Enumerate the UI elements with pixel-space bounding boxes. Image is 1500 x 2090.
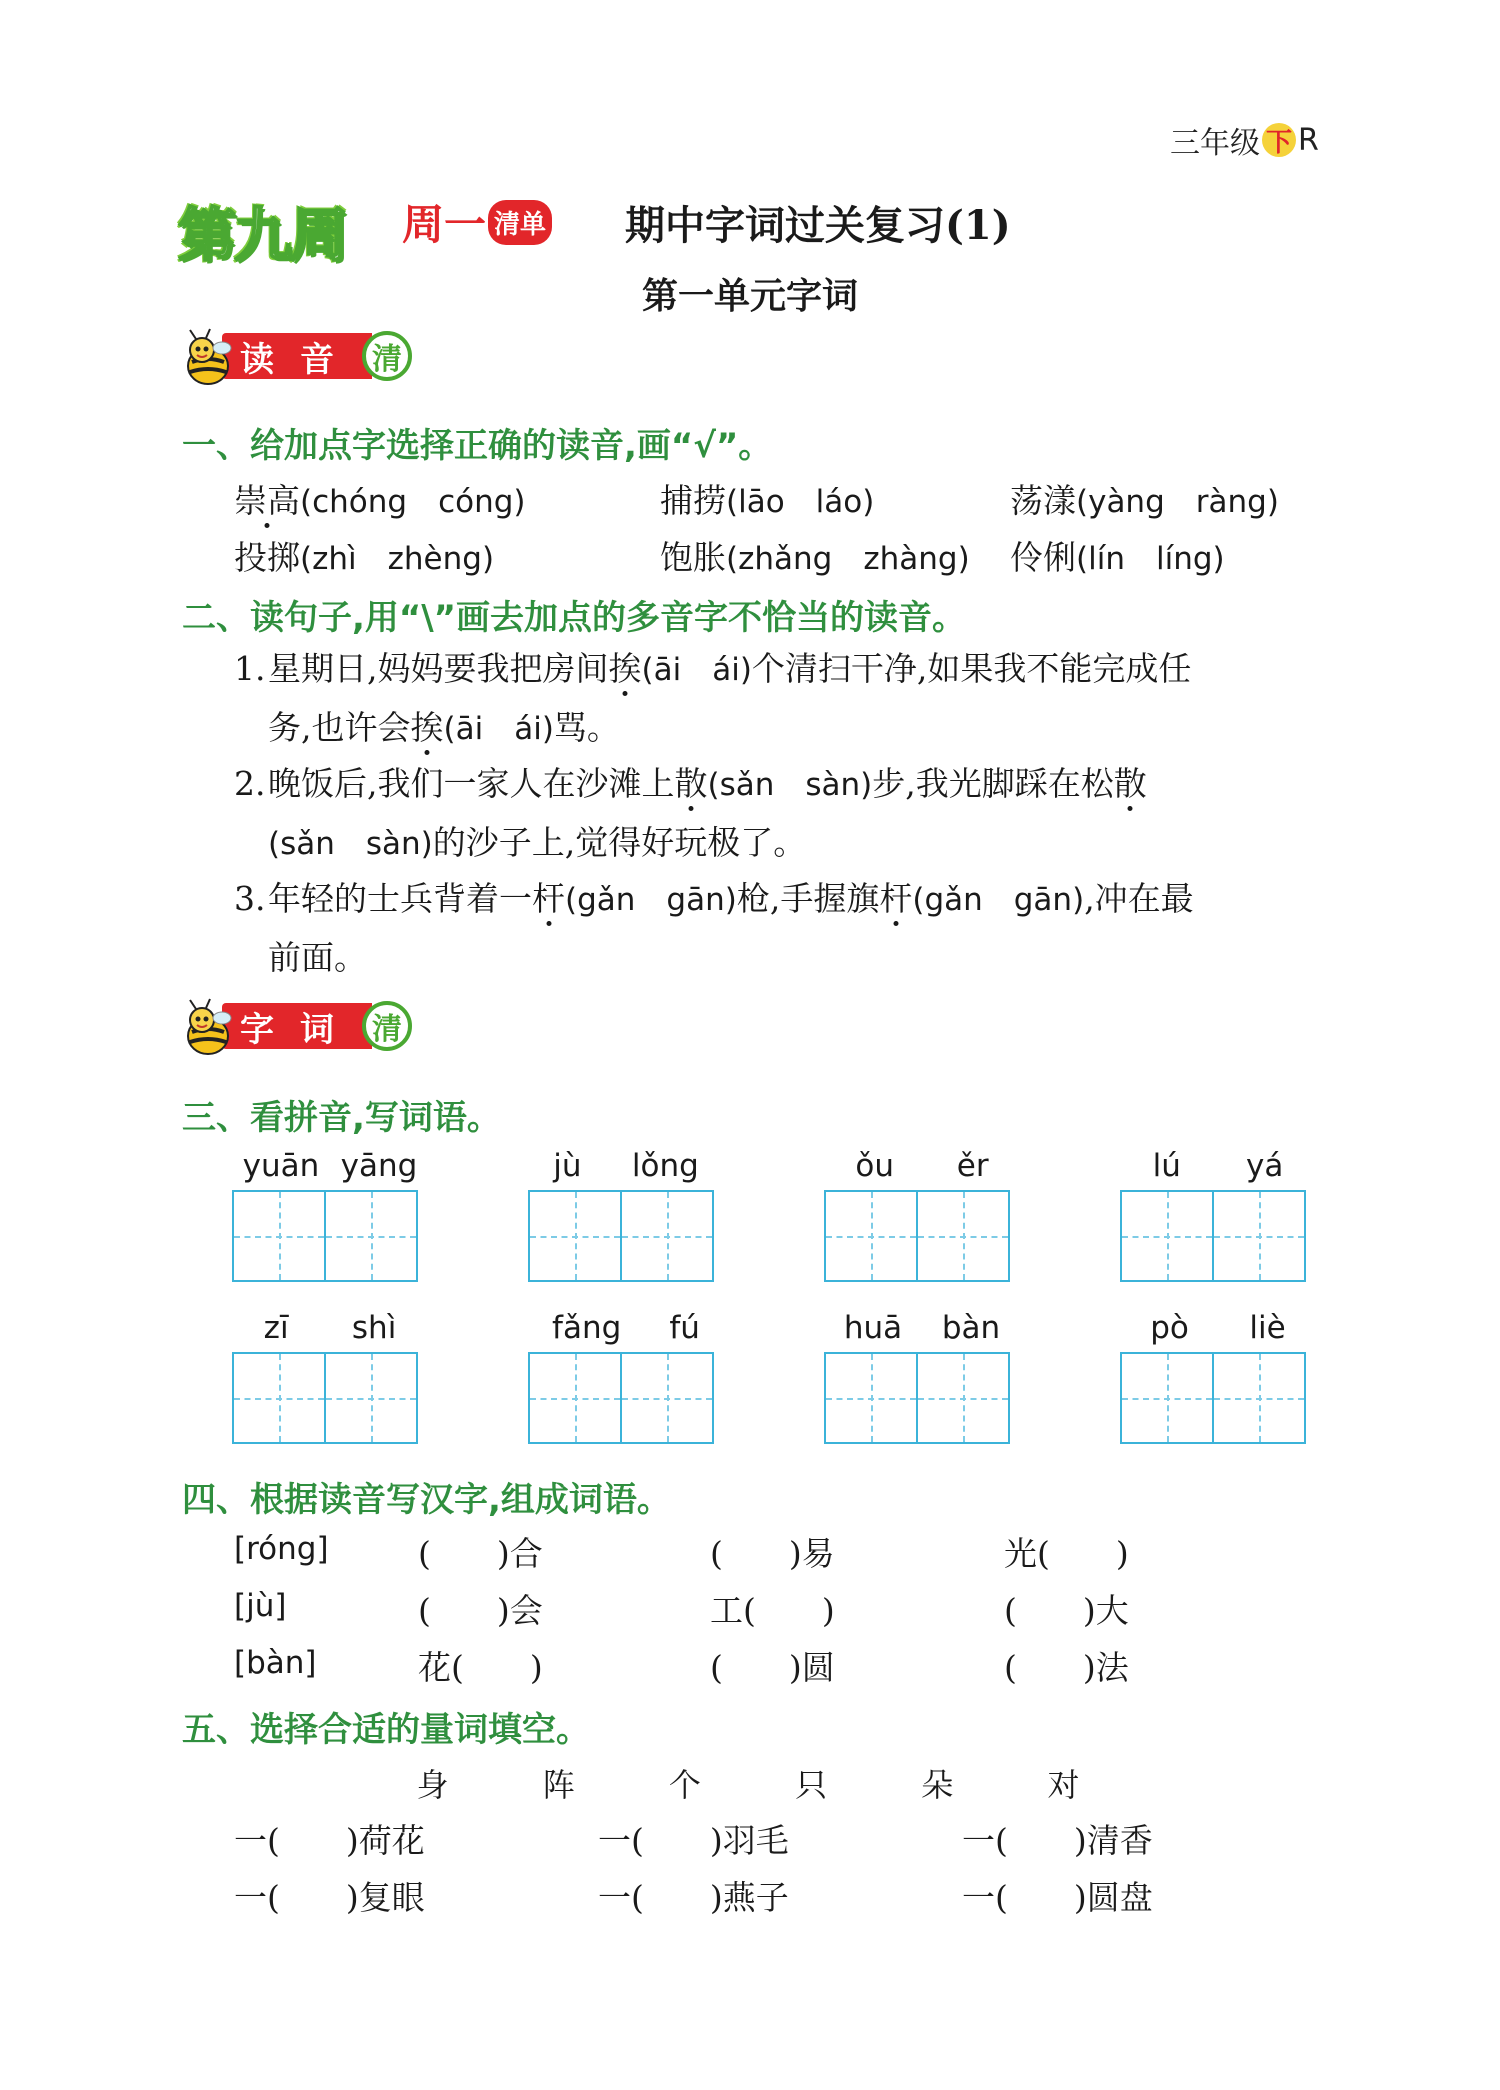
pinyin-block (1120, 1310, 1316, 1444)
pinyin-block (824, 1310, 1020, 1444)
q1-word: 投掷 (234, 538, 300, 577)
pinyin-syllable: bàn (941, 1310, 1001, 1346)
q1-item-3 (1010, 475, 1279, 522)
writing-box[interactable] (528, 1352, 622, 1444)
dotted-char: 杆 (879, 879, 913, 918)
q2-sentence-1 (234, 640, 1324, 758)
section-banner-reading (178, 328, 412, 384)
sentence-text: 年轻的士兵背着一 (268, 879, 532, 918)
pinyin-block (1120, 1148, 1316, 1282)
sentence-text: 枪,手握旗 (736, 879, 880, 918)
item-number: 1. (234, 649, 266, 688)
page-title: 期中字词过关复习(1) (625, 202, 1011, 249)
q5-blank[interactable]: 一( )圆盘 (962, 1878, 1153, 1917)
question-1-heading: 一、给加点字选择正确的读音,画“√”。 (182, 426, 773, 466)
q4-blank[interactable]: ( )易 (710, 1534, 835, 1573)
option: 阵 (542, 1766, 579, 1804)
bee-icon (178, 328, 230, 384)
q5-blank[interactable]: 一( )复眼 (234, 1878, 425, 1917)
grade-label (1170, 118, 1319, 162)
sentence-text: 骂。 (553, 708, 620, 747)
q4-blank[interactable]: ( )大 (1004, 1591, 1129, 1630)
bee-icon (178, 998, 230, 1054)
pinyin: [róng] (234, 1531, 329, 1567)
pinyin-block (232, 1310, 428, 1444)
writing-box[interactable] (622, 1190, 714, 1282)
pinyin-syllable: liè (1249, 1310, 1286, 1346)
q1-word: 伶俐 (1010, 538, 1076, 577)
pinyin-syllable: shì (351, 1310, 397, 1346)
q1-options: (zhǎng zhàng) (726, 541, 970, 577)
qing-icon: 清 (362, 331, 412, 381)
q1-item-2 (660, 475, 874, 522)
item-number: 2. (234, 764, 266, 803)
q4-blank[interactable]: 光( ) (1004, 1534, 1129, 1573)
question-2-heading: 二、读句子,用“\”画去加点的多音字不恰当的读音。 (182, 598, 967, 638)
pinyin-syllable: zī (263, 1310, 289, 1346)
question-5-heading: 五、选择合适的量词填空。 (182, 1710, 590, 1750)
q5-blank[interactable]: 一( )清香 (962, 1821, 1153, 1860)
pinyin-block (824, 1148, 1020, 1282)
writing-box[interactable] (1214, 1190, 1306, 1282)
pinyin-options: (sǎn sàn) (268, 826, 433, 862)
sentence-text: 星期日,妈妈要我把房间 (268, 649, 609, 688)
q2-sentence-3 (234, 870, 1324, 986)
pinyin-options: (sǎn sàn) (707, 767, 873, 803)
writing-box[interactable] (918, 1352, 1010, 1444)
q1-item-5 (660, 532, 970, 579)
writing-box[interactable] (622, 1352, 714, 1444)
pinyin-syllable: yuān (242, 1148, 320, 1184)
sentence-continuation (234, 814, 1324, 873)
q5-blank[interactable]: 一( )荷花 (234, 1821, 425, 1860)
question-4-heading: 四、根据读音写汉字,组成词语。 (182, 1480, 671, 1520)
sentence-text: 步,我光脚踩在松 (872, 764, 1114, 803)
q5-blank[interactable]: 一( )羽毛 (598, 1821, 789, 1860)
sentence-text: ,冲在最 (1084, 879, 1194, 918)
banner-label: 读音 (222, 333, 372, 379)
q1-options: (yàng ràng) (1076, 484, 1279, 520)
pinyin-block (528, 1148, 724, 1282)
grade-term-badge: 下 (1262, 123, 1296, 157)
pinyin-block (528, 1310, 724, 1444)
pinyin-options: (gǎn gān) (565, 882, 737, 918)
pinyin-syllable: ǒu (855, 1148, 894, 1184)
q1-options: (chóng cóng) (300, 484, 526, 520)
pinyin-options: (āi ái) (443, 711, 554, 747)
q4-blank[interactable]: ( )合 (418, 1534, 543, 1573)
item-number: 3. (234, 879, 266, 918)
q1-item-1 (234, 475, 526, 522)
qing-icon: 清 (362, 1001, 412, 1051)
banner-label: 字词 (222, 1003, 372, 1049)
pinyin-options: (āi ái) (641, 652, 752, 688)
q4-row-pinyin (234, 1585, 286, 1624)
sentence-text: 个清扫干净,如果我不能完成任 (751, 649, 1192, 688)
grade-suffix: R (1298, 122, 1319, 158)
pinyin-syllable: fú (669, 1310, 700, 1346)
q1-options: (lín líng) (1076, 541, 1225, 577)
writing-box[interactable] (824, 1352, 918, 1444)
writing-box[interactable] (824, 1190, 918, 1282)
sentence-continuation (234, 699, 1324, 758)
option: 对 (1047, 1766, 1084, 1804)
q1-word: 崇高 (234, 481, 300, 520)
sentence-continuation: 前面。 (268, 938, 367, 977)
q1-item-4 (234, 532, 494, 579)
page-subtitle: 第一单元字词 (641, 275, 858, 317)
pinyin: [bàn] (234, 1645, 317, 1681)
option: 只 (795, 1766, 832, 1804)
writing-box[interactable] (1214, 1352, 1306, 1444)
q1-word: 荡漾 (1010, 481, 1076, 520)
pinyin-options: (gǎn gān) (912, 882, 1085, 918)
dotted-char: 挨 (608, 649, 642, 688)
pinyin-syllable: ěr (956, 1148, 989, 1184)
pinyin-syllable: jù (553, 1148, 582, 1184)
dotted-char: 散 (1113, 764, 1147, 803)
dotted-char: 挨 (410, 708, 444, 747)
pinyin-syllable: fǎng (552, 1310, 622, 1346)
pinyin-syllable: pò (1150, 1310, 1189, 1346)
writing-box[interactable] (918, 1190, 1010, 1282)
option: 朵 (921, 1766, 958, 1804)
pinyin-syllable: yá (1246, 1148, 1284, 1184)
q1-item-6 (1010, 532, 1225, 579)
option: 个 (668, 1766, 705, 1804)
pinyin-syllable: huā (843, 1310, 903, 1346)
writing-box[interactable] (1120, 1352, 1214, 1444)
writing-box[interactable] (326, 1190, 418, 1282)
week-badge: 第九周 (178, 201, 347, 269)
writing-box[interactable] (1120, 1190, 1214, 1282)
day-badge: 清单 (488, 200, 552, 245)
sentence-text: 的沙子上,觉得好玩极了。 (432, 823, 807, 862)
q4-blank[interactable]: 花( ) (418, 1648, 543, 1687)
writing-box[interactable] (232, 1190, 326, 1282)
q1-options: (lāo láo) (726, 484, 875, 520)
day-label (402, 192, 552, 252)
q5-blank[interactable]: 一( )燕子 (598, 1878, 789, 1917)
option: 身 (416, 1766, 453, 1804)
writing-box[interactable] (326, 1352, 418, 1444)
dotted-char: 散 (674, 764, 708, 803)
writing-box[interactable] (528, 1190, 622, 1282)
day-text: 周一 (402, 200, 487, 249)
q2-sentence-2 (234, 755, 1324, 873)
dotted-char: 杆 (532, 879, 565, 918)
q4-blank[interactable]: ( )法 (1004, 1648, 1129, 1687)
q4-row-pinyin (234, 1528, 329, 1567)
pinyin-syllable: lǒng (631, 1148, 699, 1184)
question-3-heading: 三、看拼音,写词语。 (182, 1098, 501, 1138)
q4-row-pinyin (234, 1642, 317, 1681)
sentence-text: 晚饭后,我们一家人在沙滩上 (268, 764, 675, 803)
q4-blank[interactable]: ( )圆 (710, 1648, 835, 1687)
sentence-text: 务,也许会 (268, 708, 411, 747)
pinyin-block (232, 1148, 428, 1282)
q1-word: 饱胀 (660, 538, 726, 577)
pinyin-syllable: lú (1152, 1148, 1181, 1184)
pinyin-syllable: yāng (340, 1148, 418, 1184)
grade-prefix: 三年级 (1170, 126, 1260, 161)
writing-box[interactable] (232, 1352, 326, 1444)
q4-blank[interactable]: ( )会 (418, 1591, 543, 1630)
pinyin: [jù] (234, 1588, 287, 1624)
q1-options: (zhì zhèng) (300, 541, 495, 577)
q4-blank[interactable]: 工( ) (710, 1591, 835, 1630)
measure-word-options (0, 1760, 1500, 1806)
q1-word: 捕捞 (660, 481, 726, 520)
section-banner-words (178, 998, 412, 1054)
